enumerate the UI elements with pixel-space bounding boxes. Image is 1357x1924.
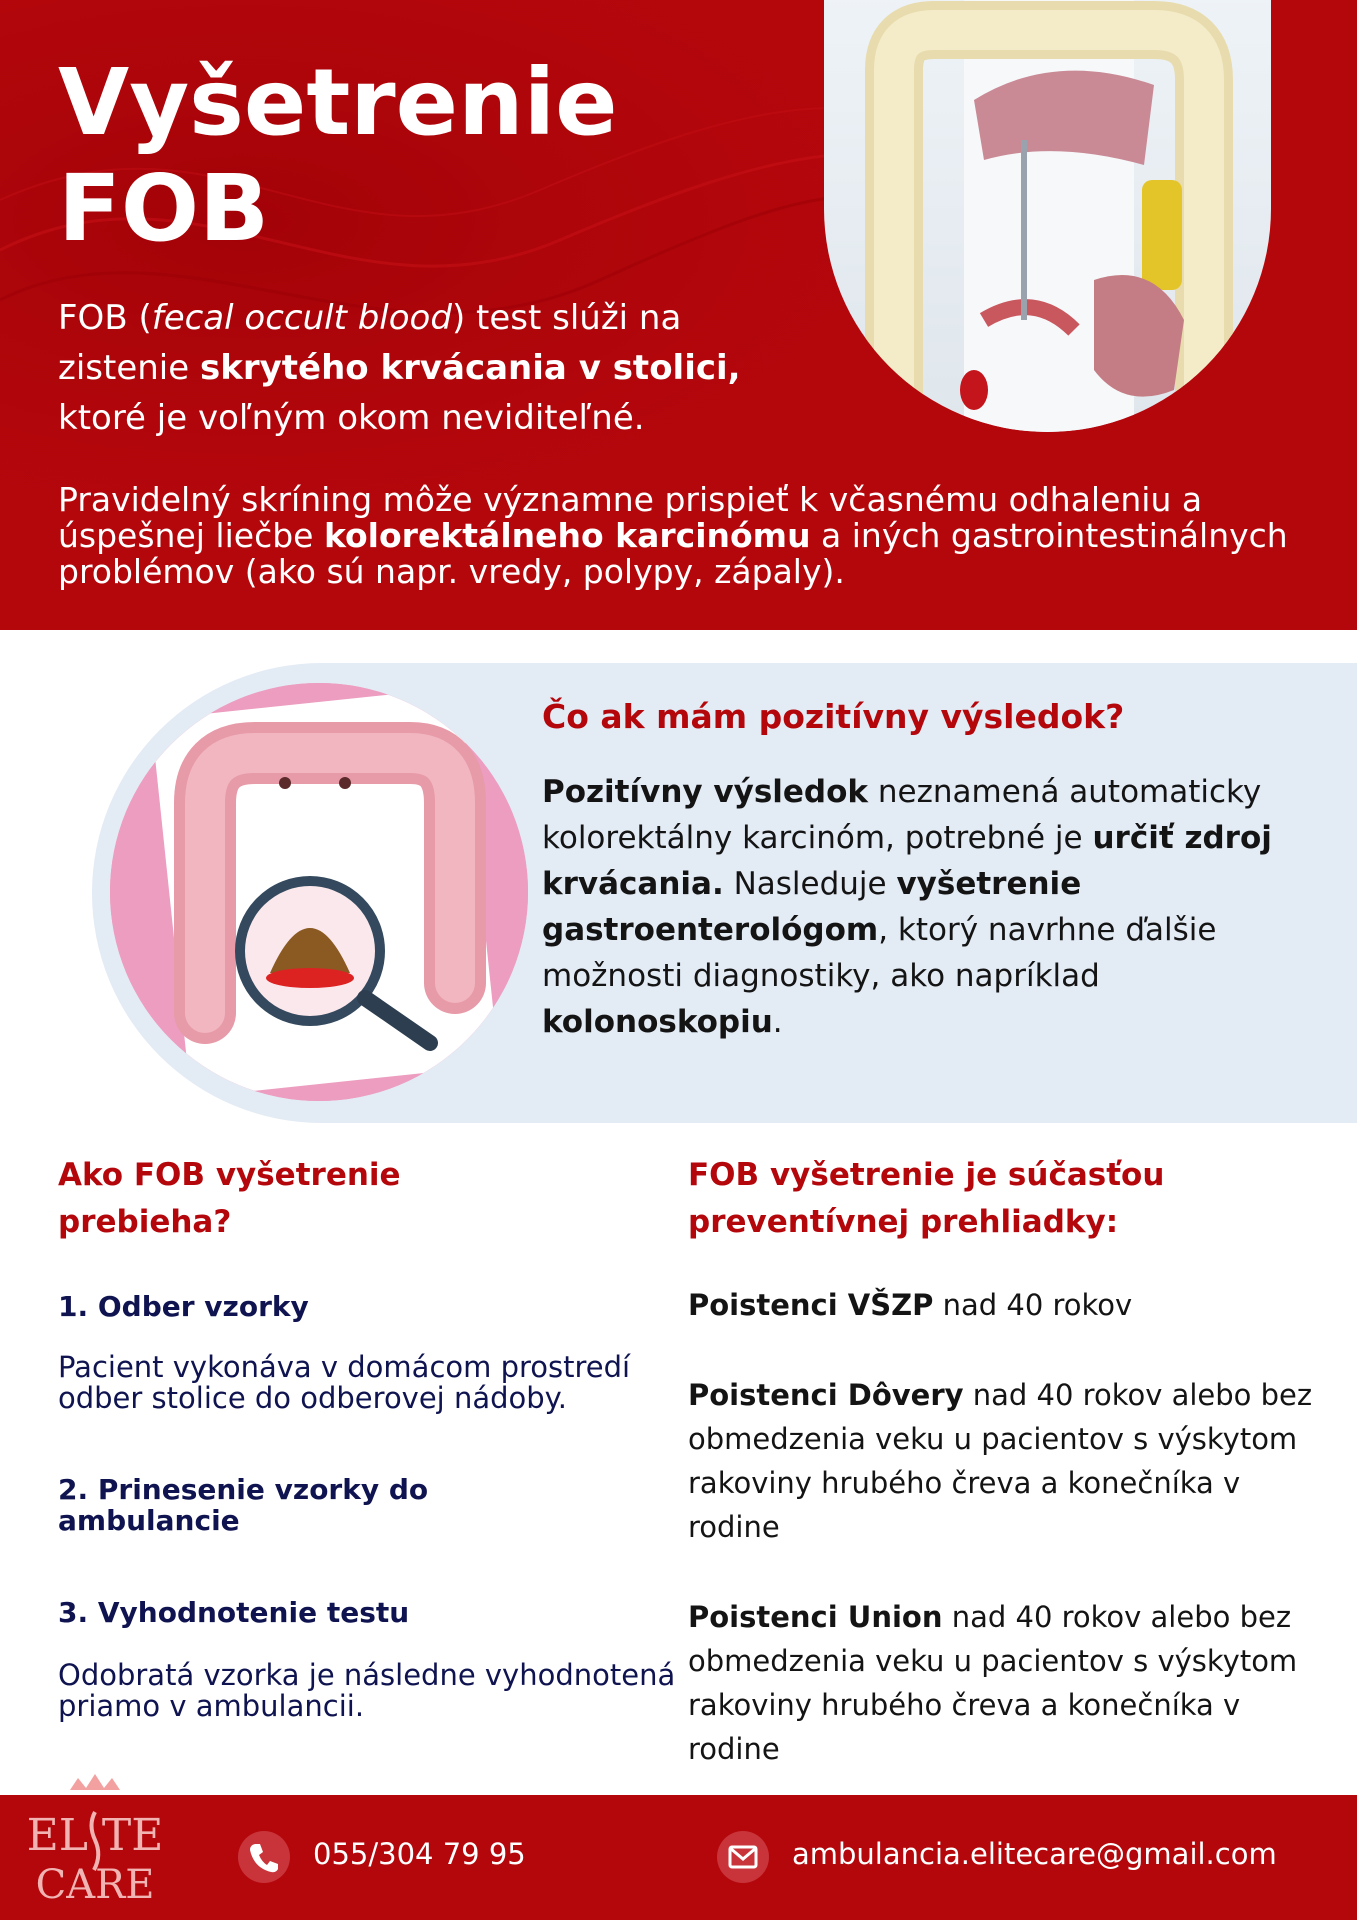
footer: [0, 1795, 1357, 1920]
screening-paragraph: Pravidelný skríning môže významne prispieť k včasnému odhaleniu a úspešnej liečbe kolorektálneho karcinómu a iných gastrointestinálnych problémov (ako sú napr. vredy, polypy, zápaly).: [58, 480, 1288, 591]
insurer-union: Poistenci Union nad 40 rokov alebo bez obmedzenia veku u pacientov s výskytom rakoviny hrubého čreva a konečníka v rodine: [688, 1600, 1298, 1766]
insurer-dovera: Poistenci Dôvery nad 40 rokov alebo bez obmedzenia veku u pacientov s výskytom rakoviny hrubého čreva a konečníka v rodine: [688, 1378, 1313, 1544]
step-1-text: Pacient vykonáva v domácom prostredí odber stolice do odberovej nádoby.: [58, 1350, 631, 1415]
colon-model-photo: [824, 0, 1271, 432]
svg-text:CARE: CARE: [35, 1862, 155, 1908]
email-address[interactable]: ambulancia.elitecare@gmail.com: [792, 1837, 1277, 1871]
step-1-heading: 1. Odber vzorky: [58, 1290, 309, 1323]
phone-icon: [238, 1831, 290, 1883]
header-banner: [0, 0, 1357, 630]
colon-illustration: [110, 683, 528, 1101]
positive-result-title: Čo ak mám pozitívny výsledok?: [542, 697, 1125, 736]
phone-number[interactable]: 055/304 79 95: [313, 1837, 526, 1871]
insurer-vszp: Poistenci VŠZP nad 40 rokov: [688, 1288, 1133, 1322]
step-2-heading: 2. Prinesenie vzorky do ambulancie: [58, 1473, 429, 1537]
intro-paragraph: FOB (fecal occult blood) test slúži na zistenie skrytého krvácania v stolici, ktoré je voľným okom neviditeľné.: [58, 298, 741, 438]
positive-result-text: Pozitívny výsledok neznamená automaticky kolorektálny karcinóm, potrebné je určiť zdroj krvácania. Nasleduje vyšetrenie gastroenterológom, ktorý navrhne ďalšie možnosti diagnostiky, ako napríklad kolonoskopiu.: [542, 774, 1272, 1040]
step-3-heading: 3. Vyhodnotenie testu: [58, 1596, 410, 1629]
prevention-title: FOB vyšetrenie je súčasťou preventívnej prehliadky:: [688, 1157, 1165, 1240]
envelope-icon: [717, 1831, 769, 1883]
step-3-text: Odobratá vzorka je následne vyhodnotená priamo v ambulancii.: [58, 1658, 676, 1723]
svg-text:EL TE: EL TE: [26, 1810, 164, 1861]
elite-care-logo: [10, 1770, 180, 1920]
page-title: Vyšetrenie FOB: [58, 49, 618, 262]
procedure-title: Ako FOB vyšetrenie prebieha?: [58, 1157, 401, 1240]
